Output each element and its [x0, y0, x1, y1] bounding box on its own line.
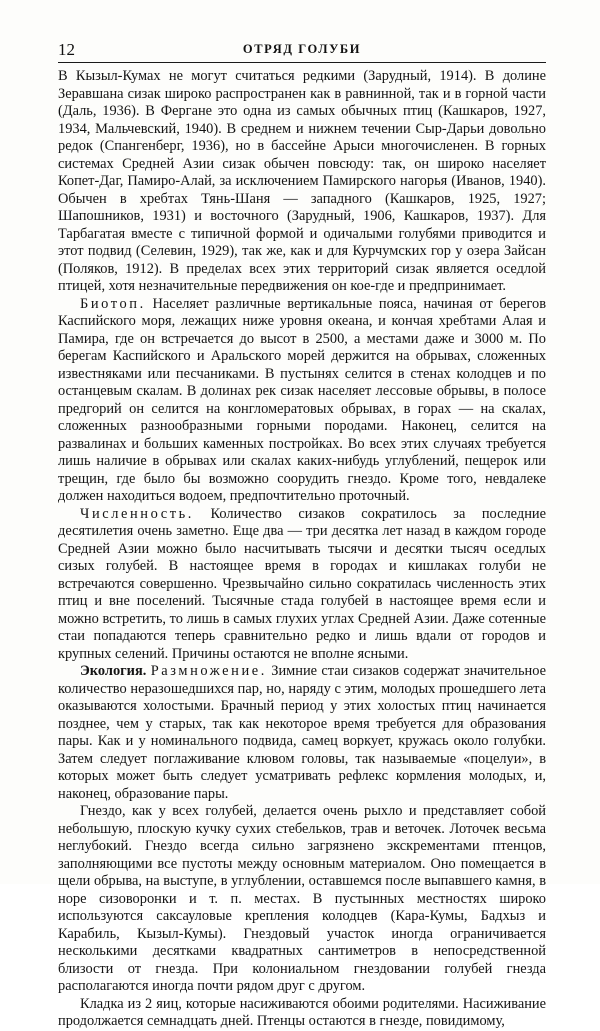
- paragraph-biotope-text: Населяет различные вертикальные пояса, начиная от берегов Каспийского моря, лежащих ниже уровня океана, и кончая хребтами Алая и Памира, где он встречается до высот в 2500, а местами даже и 3000 м. По берегам Каспийского и Аральского морей держится на обрывах, сложенных известняками или песчаниками. В пустынях селится в стенах колодцев и по останцевым скалам. В долинах рек сизак населяет лессовые обрывы, в полосе предгорий он селится на конгломератовых обрывах, в горах — на скалах, сложенных разнообразными горными породами. Наконец, селится на развалинах и больших каменных постройках. Во всех этих случаях требуется лишь наличие в обрывах или скалах каких-нибудь углублений, пещерок или трещин, где было бы возможно соорудить гнездо. Кроме того, невдалеке должен находиться водоем, предпочтительно проточный.: [58, 295, 546, 504]
- paragraph-clutch: Кладка из 2 яиц, которые насиживаются обоими родителями. Насиживание продолжается семнадцать дней. Птенцы остаются в гнезде, повидимому,: [58, 995, 546, 1029]
- page-number: 12: [58, 40, 75, 59]
- page-header: [58, 40, 546, 63]
- section-lead-abundance: Численность.: [80, 505, 195, 522]
- section-lead-reproduction: Размножение.: [150, 663, 267, 679]
- paragraph-distribution: В Кызыл-Кумах не могут считаться редкими (Зарудный, 1914). В долине Зеравшана сизак широко распространен как в равнинной, так и в горной части (Даль, 1936). В Фергане это одна из самых обычных птиц (Кашкаров, 1927, 1934, Мальчевский, 1940). В среднем и нижнем течении Сыр-Дарьи довольно редок (Спангенберг, 1936), но в бассейне Арыси многочисленен. В горных системах Средней Азии сизак обычен повсюду: так, он широко населяет Копет-Даг, Памиро-Алай, за исключением Памирского нагорья (Иванов, 1940). Обычен в хребтах Тянь-Шаня — западного (Кашкаров, 1925, 1927; Шапошников, 1931) и восточного (Зарудный, 1906, Кашкаров, 1937). Для Тарбагатая вместе с типичной формой и одичалыми голубями приводится и этот подвид (Селевин, 1929), так же, как и для Курчумских гор у озера Зайсан (Поляков, 1912). В пределах всех этих территорий сизак является оседлой птицей, хотя незначительные передвижения он кое-где и предпринимает.: [58, 68, 546, 294]
- paragraph-abundance-text: Количество сизаков сократилось за последние десятилетия очень заметно. Еще два — три десятка лет назад в каждом городе Средней Азии можно было насчитывать тысячи и десятки тысяч оседлых сизых голубей. В настоящее время в городах и кишлаках голуби не встречаются совершенно. Чрезвычайно сильно сократилась численность этих птиц и вне поселений. Тысячные стада голубей в настоящее время если и можно встретить, то лишь в самых глухих углах Средней Азии. Даже сотенные стаи попадаются теперь сравнительно редко и лишь вдали от городов и крупных селений. Причины остаются не вполне ясными.: [58, 505, 546, 662]
- paragraph-biotope: [58, 296, 546, 506]
- paragraph-nest: Гнездо, как у всех голубей, делается очень рыхло и представляет собой небольшую, плоскую кучку сухих стебельков, трав и веточек. Лоточек весьма неглубокий. Гнездо всегда сильно загрязнено экскрементами птенцов, заполняющими все пустоты между основным материалом. Оно помещается в щели обрыва, на выступе, в углублении, оставшемся после выпавшего камня, в норе сизоворонки и т. п. местах. В пустынных местностях широко используются саксауловые крепления колодцев (Кара-Кумы, Бадхыз и Карабиль, Кызыл-Кумы). Гнездовый участок иногда ограничивается несколькими десятками квадратных сантиметров в непосредственной близости от гнезда. При колониальном гнездовании голубей гнезда располагаются иногда почти рядом друг с другом.: [58, 803, 546, 994]
- paragraph-reproduction-text: Зимние стаи сизаков содержат значительное количество неразошедшихся пар, но, наряду с этим, молодых прошедшего лета оказываются холостыми. Брачный период у этих холостых птиц начинается позднее, чем у старых, так как некоторое время требуется для образования пары. Как и у номинального подвида, самец воркует, кружась около голубки. Затем следует поглаживание клювом головы, так называемые «поцелуи», в которых может быть следует усматривать рефлекс кормления молодых, и, наконец, образование пары.: [58, 663, 546, 802]
- paragraph-reproduction: [58, 663, 546, 803]
- section-lead-biotope: Биотоп.: [80, 295, 146, 312]
- paragraph-abundance: [58, 506, 546, 664]
- running-title: ОТРЯД ГОЛУБИ: [242, 42, 362, 56]
- section-lead-ecology: Экология.: [80, 663, 147, 679]
- body-text: [58, 68, 546, 1031]
